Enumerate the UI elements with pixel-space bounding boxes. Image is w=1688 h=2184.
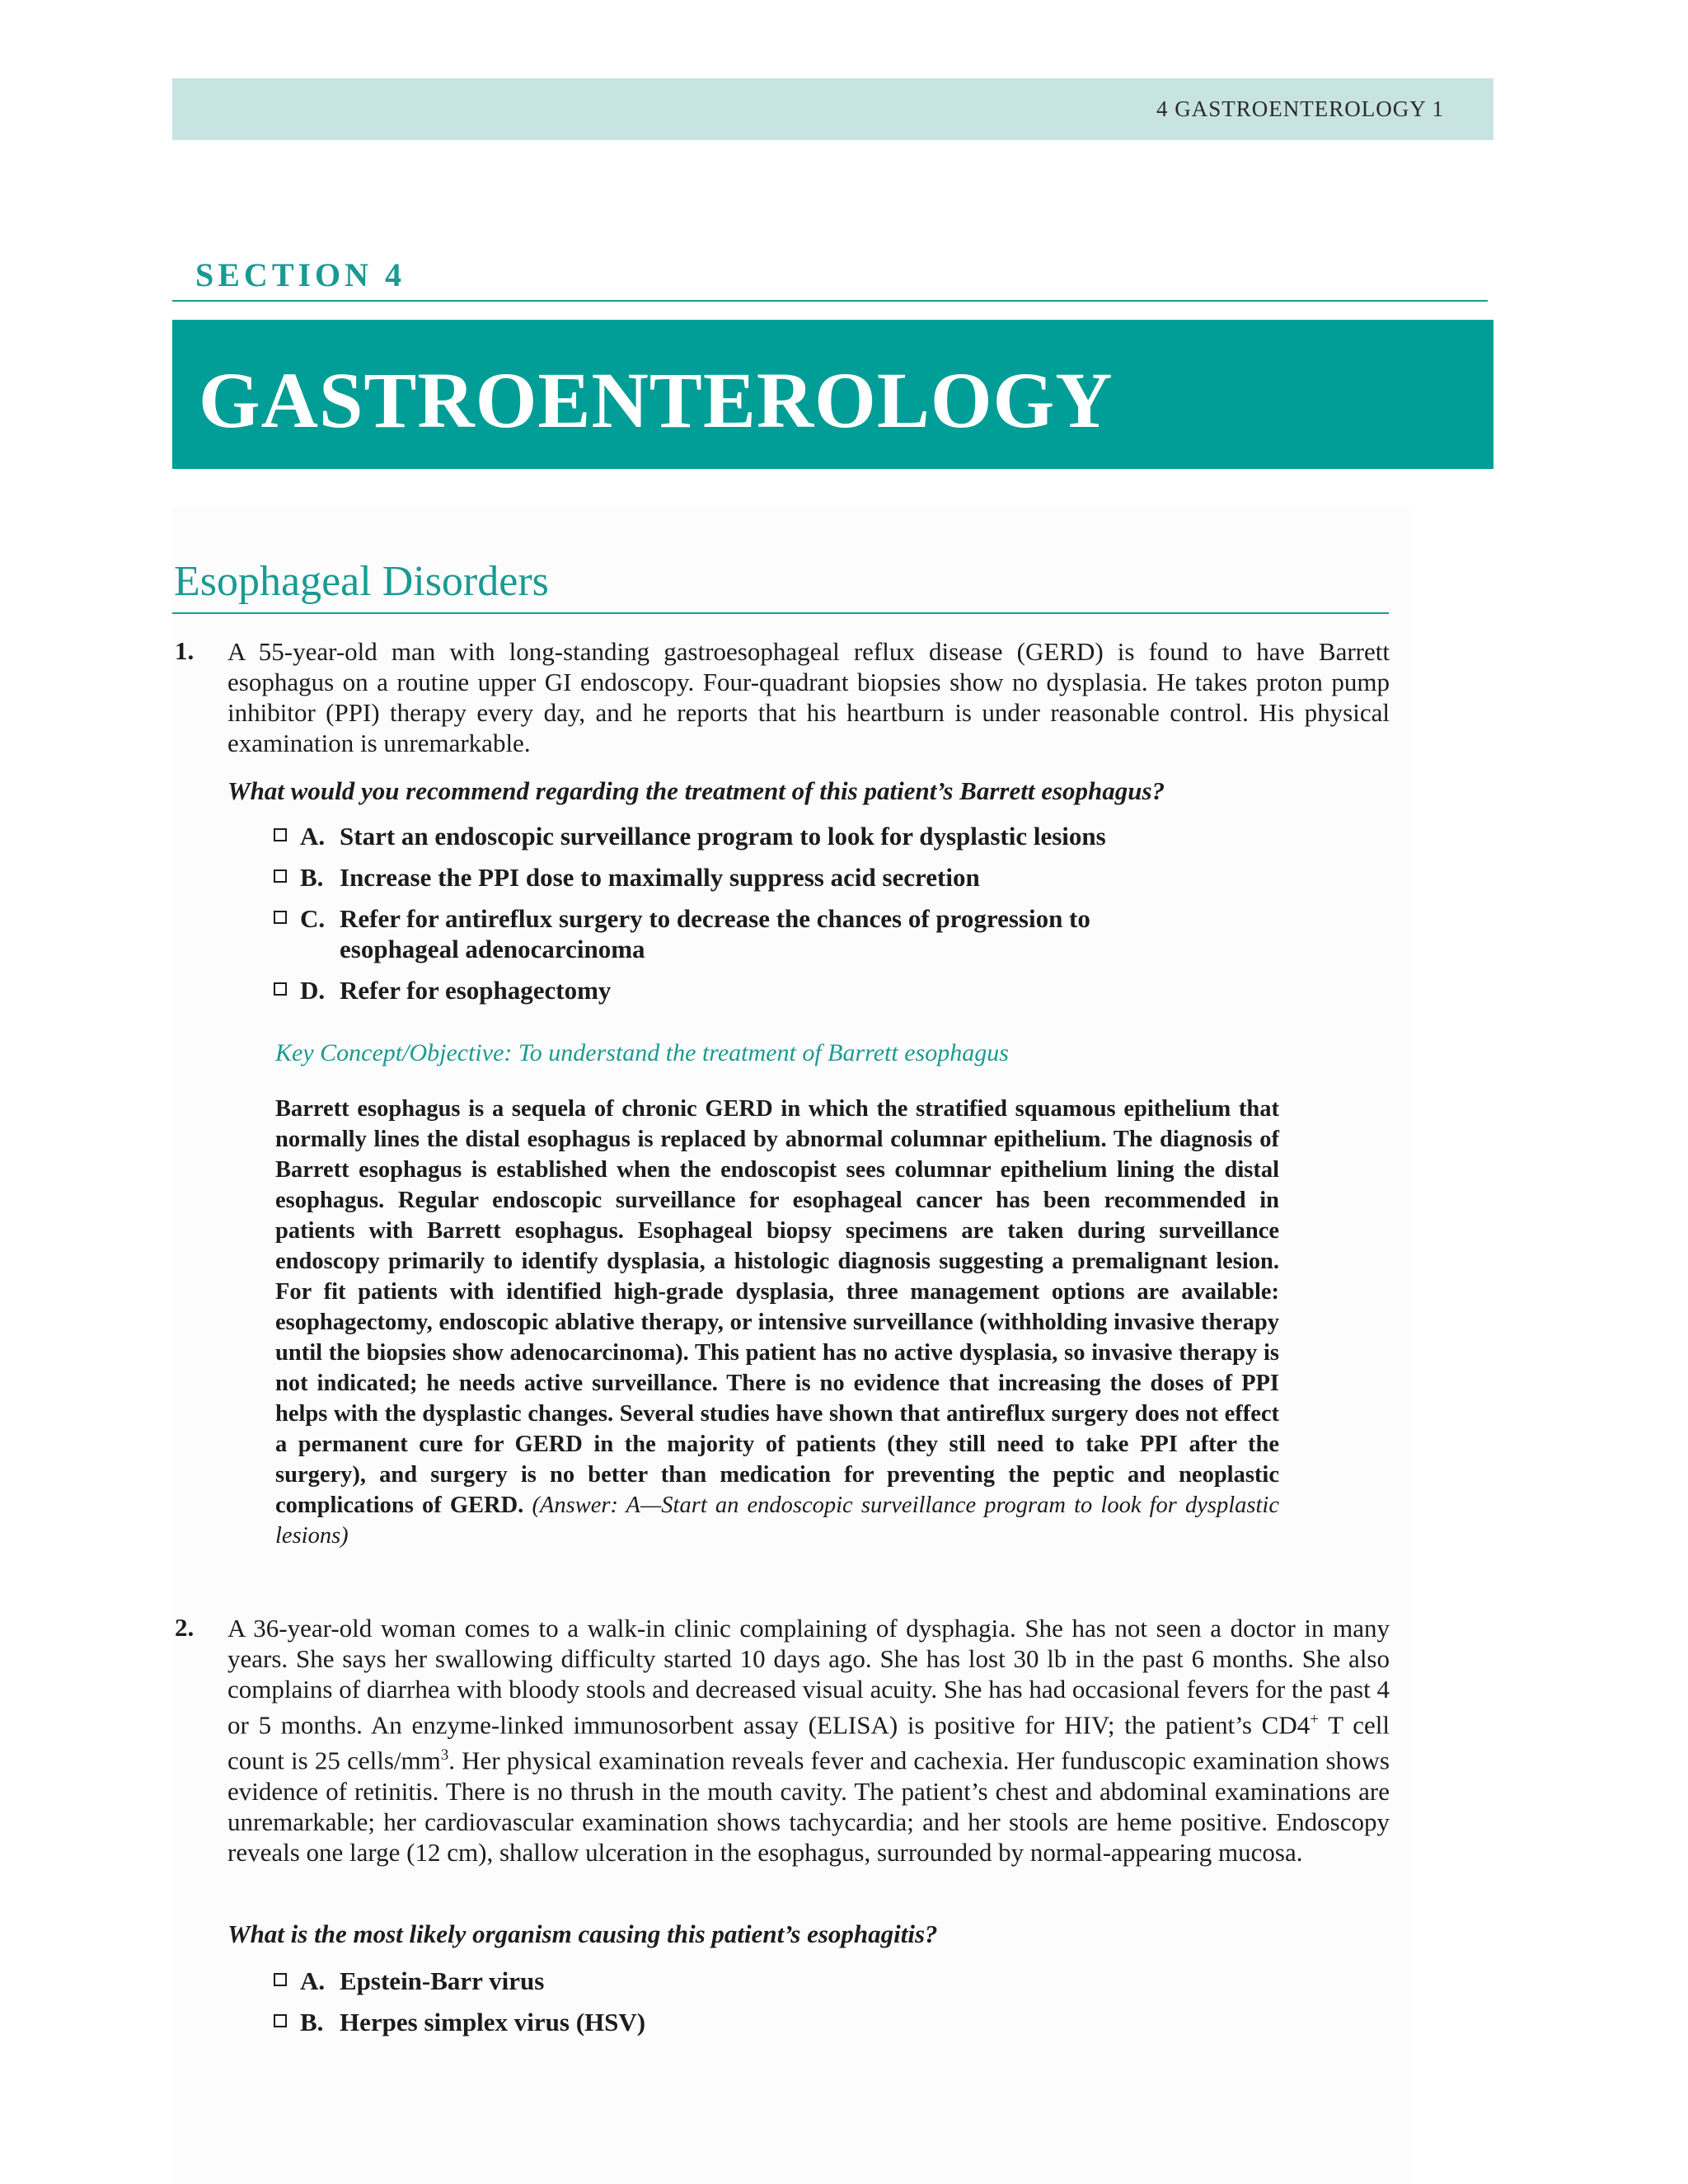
section-rule (172, 300, 1488, 302)
superscript: + (1310, 1711, 1319, 1728)
option-letter: C. (300, 904, 326, 933)
explanation-text: Barrett esophagus is a sequela of chronic GERD in which the stratified squamous epithelium that normally lines the distal esophagus is replaced by abnormal columnar epithelium. The diagnosis of Barrett esophagus is established when the endoscopist sees columnar epithelium lining the distal esophagus. Regular endoscopic surveillance for esophageal cancer has been recommended in patients with Barrett esophagus. Esophageal biopsy specimens are taken during surveillance endoscopy primarily to identify dysplasia, a histologic diagnosis suggesting a premalignant lesion. For fit patients with identified high-grade dysplasia, three management options are available: esophagectomy, endoscopic ablative therapy, or intensive surveillance (withholding invasive therapy until the biopsies show adenocarcinoma). This patient has no active dysplasia, so invasive therapy is not indicated; he needs active surveillance. There is no evidence that increasing the doses of PPI helps with the dysplastic changes. Several studies have shown that antireflux surgery does not effect a permanent cure for GERD in the majority of patients (they still need to take PPI after the surgery), and surgery is no better than medication for preventing the peptic and neoplastic complications of GERD. (275, 1096, 1279, 1518)
checkbox-icon[interactable] (274, 828, 287, 841)
section-title-band (172, 320, 1493, 469)
section-label: SECTION 4 (195, 256, 406, 293)
stem-text: . Her physical examination reveals fever and cachexia. Her funduscopic examination shows evidence of retinitis. There is no thrush in the mouth cavity. The patient’s chest and abdominal examinations are unremarkable; her cardiovascular examination shows tachycardia; and her stools are heme positive. Endoscopy reveals one large (12 cm), shallow ulceration in the esophagus, surrounded by normal-appearing mucosa. (227, 1746, 1390, 1867)
question-prompt: What is the most likely organism causing this patient’s esophagitis? (227, 1919, 938, 1948)
option-text: Refer for antireflux surgery to decrease the chances of progression to esophageal adenocarcinoma (340, 904, 1090, 963)
option-text: Increase the PPI dose to maximally suppress acid secretion (340, 863, 980, 892)
option-letter: B. (300, 863, 324, 892)
option-text: Epstein-Barr virus (340, 1966, 545, 1995)
checkbox-icon[interactable] (274, 982, 287, 996)
stem-text: T cell count is 25 cells/mm (227, 1710, 1390, 1775)
question-stem: A 55-year-old man with long-standing gastroesophageal reflux disease (GERD) is found to have Barrett esophagus on a routine upper GI endoscopy. Four-quadrant biopsies show no dysplasia. He takes proton pump inhibitor (PPI) therapy every day, and he reports that his heartburn is under reasonable control. His physical examination is unremarkable. (227, 637, 1390, 757)
topic-heading: Esophageal Disorders (174, 558, 549, 605)
question-prompt: What would you recommend regarding the treatment of this patient’s Barrett esophagus? (227, 776, 1165, 805)
question-stem (227, 1613, 1390, 1868)
checkbox-icon[interactable] (274, 869, 287, 883)
heading-rule (172, 612, 1389, 614)
running-header-band (172, 78, 1493, 140)
checkbox-icon[interactable] (274, 2014, 287, 2027)
option-text: Herpes simplex virus (HSV) (340, 2008, 646, 2036)
option-text: Start an endoscopic surveillance program to look for dysplastic lesions (340, 822, 1106, 851)
option-letter: A. (300, 1966, 326, 1995)
option-text: Refer for esophagectomy (340, 976, 612, 1005)
superscript: 3 (440, 1746, 449, 1765)
key-concept: Key Concept/Objective: To understand the treatment of Barrett esophagus (275, 1039, 1009, 1066)
checkbox-icon[interactable] (274, 911, 287, 924)
option-letter: A. (300, 822, 326, 851)
question-number: 1. (175, 636, 195, 665)
running-head: 4 GASTROENTEROLOGY 1 (1156, 96, 1444, 121)
question-number: 2. (175, 1613, 195, 1642)
answer-text: (Answer: A—Start an endoscopic surveillance program to look for dysplastic lesions) (275, 1493, 1279, 1549)
section-title: GASTROENTEROLOGY (199, 356, 1114, 444)
stem-text: A 36-year-old woman comes to a walk-in clinic complaining of dysphagia. She has not seen a doctor in many years. She says her swallowing difficulty started 10 days ago. She has lost 30 lb in the past 6 months. She also complains of diarrhea with bloody stools and decreased visual acuity. She has had occasional fevers for the past 4 or 5 months. An enzyme-linked immunosorbent assay (ELISA) is positive for HIV; the patient’s CD4 (227, 1614, 1390, 1740)
explanation (275, 1094, 1279, 1551)
option-letter: D. (300, 976, 326, 1005)
option-letter: B. (300, 2008, 324, 2036)
checkbox-icon[interactable] (274, 1973, 287, 1986)
